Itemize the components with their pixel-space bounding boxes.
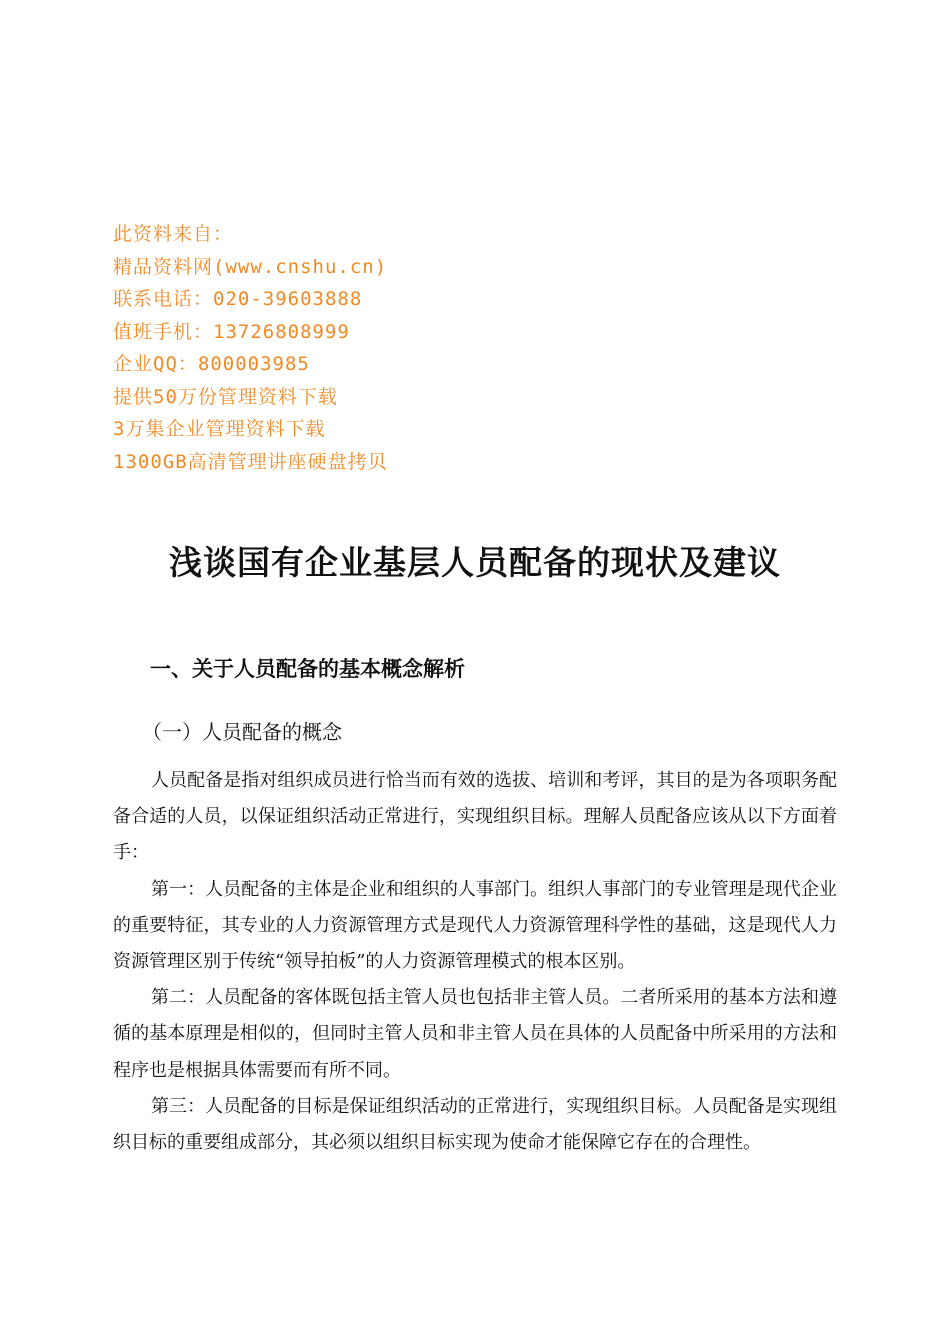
source-notice-line: 企业QQ：800003985	[113, 353, 310, 375]
source-notice-line: 3万集企业管理资料下载	[113, 418, 326, 440]
source-notice-line: 值班手机：13726808999	[113, 320, 350, 343]
source-notice-line: 提供50万份管理资料下载	[113, 385, 338, 408]
paragraph: 第一：人员配备的主体是企业和组织的人事部门。组织人事部门的专业管理是现代企业的重要特征，其专业的人力资源管理方式是现代人力资源管理科学性的基础，这是现代人力资源管理区别于传统“领导拍板”的人力资源管理模式的根本区别。	[113, 878, 837, 973]
body-text	[113, 763, 837, 1161]
subsection-heading: （一）人员配备的概念	[142, 720, 342, 744]
document-title: 浅谈国有企业基层人员配备的现状及建议	[169, 543, 781, 582]
paragraph: 第二：人员配备的客体既包括主管人员也包括非主管人员。二者所采用的基本方法和遵循的基本原理是相似的，但同时主管人员和非主管人员在具体的人员配备中所采用的方法和程序也是根据具体需要而有所不同。	[113, 987, 837, 1081]
paragraph: 第三：人员配备的目标是保证组织活动的正常进行，实现组织目标。人员配备是实现组织目标的重要组成部分，其必须以组织目标实现为使命才能保障它存在的合理性。	[113, 1095, 837, 1154]
source-notice-line: 1300GB高清管理讲座硬盘拷贝	[113, 450, 388, 473]
source-notice-line: 此资料来自：	[113, 223, 234, 245]
paragraph: 人员配备是指对组织成员进行恰当而有效的选拔、培训和考评，其目的是为各项职务配备合适的人员，以保证组织活动正常进行，实现组织目标。理解人员配备应该从以下方面着手：	[113, 770, 837, 864]
section-heading: 一、关于人员配备的基本概念解析	[150, 657, 465, 681]
source-notice-line: 联系电话：020-39603888	[113, 288, 363, 310]
source-notice-line: 精品资料网(www.cnshu.cn)	[113, 255, 388, 278]
source-notice	[113, 218, 633, 478]
